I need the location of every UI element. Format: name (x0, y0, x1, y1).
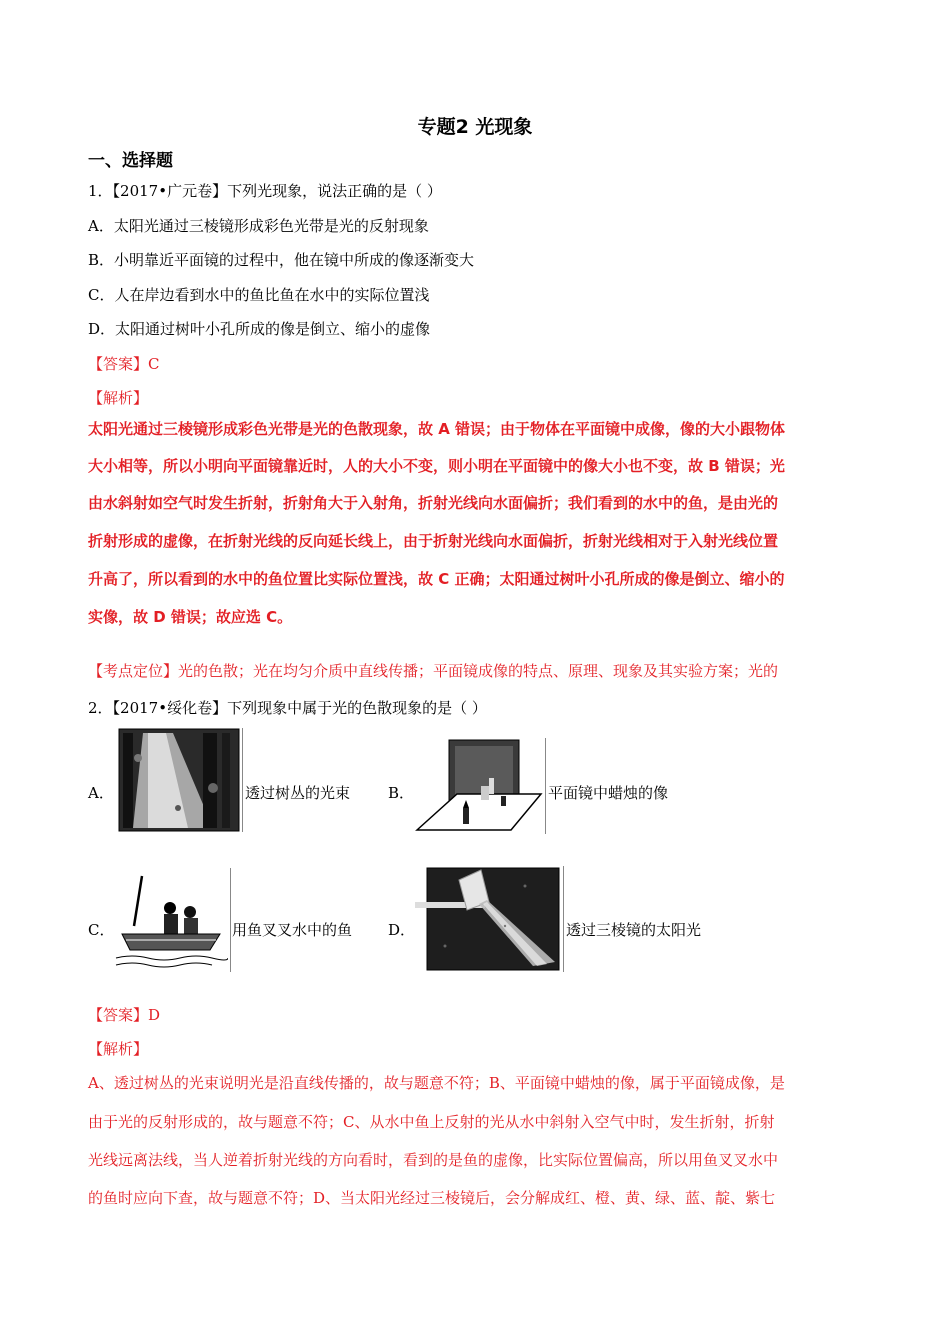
q2-analysis-line: A、透过树丛的光束说明光是沿直线传播的，故与题意不符；B、平面镜中蜡烛的像，属于平面镜成像，是 (88, 1074, 785, 1092)
candle-mirror-figure (415, 738, 546, 834)
page-title: 专题2 光现象 (417, 116, 533, 138)
q2-analysis-line: 由于光的反射形成的，故与题意不符；C、从水中鱼上反射的光从水中斜射入空气中时，发生折射，折射 (88, 1113, 775, 1131)
q1-stem: 1．【2017•广元卷】下列光现象，说法正确的是（ ） (88, 182, 442, 200)
q1-analysis-line: 折射形成的虚像，在折射光线的反向延长线上，由于折射光线向水面偏折，折射光线相对于入射光线位置 (88, 532, 779, 550)
q2-analysis-label: 【解析】 (88, 1040, 149, 1058)
q1-option-b: B．小明靠近平面镜的过程中，他在镜中所成的像逐渐变大 (88, 251, 475, 269)
q2-analysis-line: 光线远离法线，当人逆着折射光线的方向看时，看到的是鱼的虚像，比实际位置偏高，所以用鱼叉叉水中 (88, 1151, 779, 1169)
q1-option-d: D．太阳通过树叶小孔所成的像是倒立、缩小的虚像 (88, 320, 431, 338)
q2-option-b-letter: B． (388, 784, 415, 802)
forest-light-figure (118, 728, 243, 832)
q2-option-a-letter: A． (88, 784, 114, 802)
q1-analysis-label: 【解析】 (88, 389, 149, 407)
q1-analysis-line: 由水斜射如空气时发生折射，折射角大于入射角，折射光线向水面偏折；我们看到的水中的鱼，是由光的 (88, 494, 779, 512)
q2-answer-label: 【答案】 (88, 1006, 149, 1024)
q2-option-c-letter: C． (88, 921, 115, 939)
spear-fishing-figure (112, 868, 231, 972)
q1-option-a: A．太阳光通过三棱镜形成彩色光带是光的反射现象 (88, 217, 429, 235)
q1-analysis-line: 大小相等，所以小明向平面镜靠近时，人的大小不变，则小明在平面镜中的像大小也不变，故 B 错误；光 (88, 457, 785, 475)
forest-light-image (118, 728, 240, 832)
q2-answer (88, 1004, 160, 1025)
q1-analysis-line: 太阳光通过三棱镜形成彩色光带是光的色散现象，故 A 错误；由于物体在平面镜中成像，像的大小跟物体 (88, 420, 786, 438)
q2-option-c-text: 用鱼叉叉水中的鱼 (232, 921, 353, 939)
q2-analysis-line: 的鱼时应向下查，故与题意不符；D、当太阳光经过三棱镜后，会分解成红、橙、黄、绿、蓝、靛、紫七 (88, 1189, 776, 1207)
q1-answer-label: 【答案】 (88, 355, 149, 373)
q2-answer-value: D (148, 1006, 161, 1024)
q1-analysis-line: 升高了，所以看到的水中的鱼位置比实际位置浅，故 C 正确；太阳通过树叶小孔所成的像是倒立、缩小的 (88, 570, 785, 588)
q2-option-a-text: 透过树丛的光束 (245, 784, 351, 802)
q1-answer (88, 353, 160, 374)
q1-option-c: C．人在岸边看到水中的鱼比鱼在水中的实际位置浅 (88, 286, 430, 304)
q1-answer-value: C (148, 355, 160, 373)
section-heading: 一、选择题 (88, 151, 173, 171)
candle-mirror-image (415, 738, 543, 834)
prism-image (415, 866, 561, 972)
q2-option-d-text: 透过三棱镜的太阳光 (566, 921, 702, 939)
spear-fishing-image (112, 868, 228, 972)
q2-stem: 2．【2017•绥化卷】下列现象中属于光的色散现象的是（ ） (88, 699, 487, 717)
q1-analysis-line: 实像，故 D 错误；故应选 C。 (88, 608, 293, 626)
prism-figure (415, 866, 564, 972)
q1-kaodian: 【考点定位】光的色散；光在均匀介质中直线传播；平面镜成像的特点、原理、现象及其实验方案；光的 (88, 662, 779, 680)
q2-option-d-letter: D． (388, 921, 416, 939)
q2-option-b-text: 平面镜中蜡烛的像 (548, 784, 669, 802)
